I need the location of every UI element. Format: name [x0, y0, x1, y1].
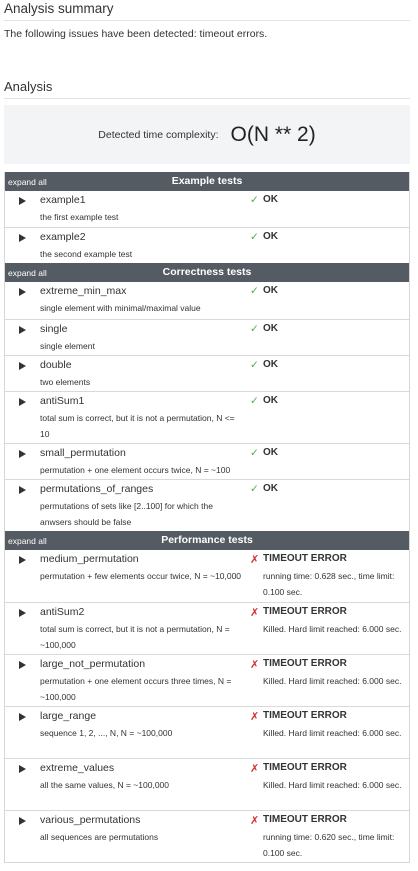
test-description: two elements	[40, 377, 91, 387]
test-name: extreme_min_max	[40, 285, 127, 297]
triangle-right-icon[interactable]	[19, 713, 26, 721]
test-status: TIMEOUT ERROR	[263, 762, 347, 773]
test-detail: Killed. Hard limit reached: 6.000 sec.	[263, 624, 402, 634]
test-detail: Killed. Hard limit reached: 6.000 sec.	[263, 676, 402, 686]
test-row[interactable]	[5, 191, 409, 227]
test-description: sequence 1, 2, ..., N, N = ~100,000	[40, 728, 173, 738]
test-row[interactable]	[5, 282, 409, 319]
test-description: total sum is correct, but it is not a permutation, N = ~100,000	[40, 624, 230, 650]
test-description: all sequences are permutations	[40, 832, 159, 842]
x-icon: ✗	[250, 659, 260, 671]
test-name: large_range	[40, 710, 97, 722]
issues-text: The following issues have been detected: timeout errors.	[4, 28, 268, 40]
triangle-right-icon[interactable]	[19, 288, 26, 296]
group-header	[5, 531, 409, 550]
x-icon: ✗	[250, 711, 260, 723]
test-status: OK	[263, 359, 278, 370]
test-description: permutations of sets like [2..100] for which the anwsers should be false	[40, 501, 213, 527]
test-name: example1	[40, 194, 86, 206]
test-description: single element	[40, 341, 95, 351]
check-icon: ✓	[250, 323, 259, 335]
x-icon: ✗	[250, 554, 260, 566]
complexity-label: Detected time complexity:	[98, 128, 219, 141]
results-table	[4, 172, 410, 863]
check-icon: ✓	[250, 231, 259, 243]
test-status: OK	[263, 447, 278, 458]
test-description: single element with minimal/maximal value	[40, 303, 201, 313]
group-title: Correctness tests	[162, 266, 252, 278]
triangle-right-icon[interactable]	[19, 817, 26, 825]
test-status: TIMEOUT ERROR	[263, 710, 347, 721]
x-icon: ✗	[250, 607, 260, 619]
triangle-right-icon[interactable]	[19, 765, 26, 773]
test-status: OK	[263, 285, 278, 296]
test-row[interactable]	[5, 443, 409, 479]
test-description: permutation + one element occurs three times, N = ~100,000	[40, 676, 232, 702]
summary-title: Analysis summary	[4, 1, 114, 16]
test-row[interactable]	[5, 479, 409, 531]
expand-all-link[interactable]: expand all	[8, 177, 47, 187]
test-status: OK	[263, 231, 278, 242]
test-description: total sum is correct, but it is not a permutation, N <= 10	[40, 413, 235, 439]
check-icon: ✓	[250, 395, 259, 407]
test-status: TIMEOUT ERROR	[263, 553, 347, 564]
test-row[interactable]	[5, 602, 409, 654]
triangle-right-icon[interactable]	[19, 661, 26, 669]
test-name: antiSum2	[40, 606, 85, 618]
test-status: OK	[263, 323, 278, 334]
test-row[interactable]	[5, 654, 409, 706]
expand-all-link[interactable]: expand all	[8, 536, 47, 546]
test-status: OK	[263, 483, 278, 494]
test-row[interactable]	[5, 355, 409, 391]
test-status: TIMEOUT ERROR	[263, 606, 347, 617]
check-icon: ✓	[250, 285, 259, 297]
triangle-right-icon[interactable]	[19, 362, 26, 370]
test-name: permutations_of_ranges	[40, 483, 154, 495]
test-description: all the same values, N = ~100,000	[40, 780, 169, 790]
triangle-right-icon[interactable]	[19, 486, 26, 494]
test-status: TIMEOUT ERROR	[263, 658, 347, 669]
test-name: antiSum1	[40, 395, 85, 407]
test-row[interactable]	[5, 758, 409, 810]
check-icon: ✓	[250, 359, 259, 371]
triangle-right-icon[interactable]	[19, 197, 26, 205]
test-row[interactable]	[5, 227, 409, 263]
expand-all-link[interactable]: expand all	[8, 268, 47, 278]
x-icon: ✗	[250, 815, 260, 827]
test-detail: Killed. Hard limit reached: 6.000 sec.	[263, 728, 402, 738]
test-name: large_not_permutation	[40, 658, 146, 670]
test-detail: Killed. Hard limit reached: 6.000 sec.	[263, 780, 402, 790]
check-icon: ✓	[250, 194, 259, 206]
test-row[interactable]	[5, 550, 409, 602]
test-row[interactable]	[5, 706, 409, 758]
analysis-divider	[4, 98, 410, 99]
check-icon: ✓	[250, 483, 259, 495]
test-status: TIMEOUT ERROR	[263, 814, 347, 825]
test-status: OK	[263, 194, 278, 205]
analysis-title: Analysis	[4, 79, 53, 94]
test-name: extreme_values	[40, 762, 115, 774]
complexity-value: O(N ** 2)	[230, 122, 316, 146]
test-row[interactable]	[5, 319, 409, 355]
triangle-right-icon[interactable]	[19, 450, 26, 458]
test-description: permutation + one element occurs twice, N = ~100	[40, 465, 231, 475]
check-icon: ✓	[250, 447, 259, 459]
group-title: Example tests	[171, 175, 243, 187]
group-header	[5, 172, 409, 191]
test-row[interactable]	[5, 810, 409, 862]
test-name: double	[40, 359, 72, 371]
x-icon: ✗	[250, 763, 260, 775]
complexity-panel	[4, 105, 410, 164]
triangle-right-icon[interactable]	[19, 326, 26, 334]
test-description: the second example test	[40, 249, 133, 259]
triangle-right-icon[interactable]	[19, 556, 26, 564]
test-name: various_permutations	[40, 814, 141, 826]
triangle-right-icon[interactable]	[19, 398, 26, 406]
test-name: medium_permutation	[40, 553, 139, 565]
test-description: permutation + few elements occur twice, N = ~10,000	[40, 571, 242, 581]
test-status: OK	[263, 395, 278, 406]
test-detail: running time: 0.628 sec., time limit: 0.100 sec.	[263, 571, 395, 597]
test-name: small_permutation	[40, 447, 126, 459]
test-description: the first example test	[40, 212, 119, 222]
test-row[interactable]	[5, 391, 409, 443]
triangle-right-icon[interactable]	[19, 234, 26, 242]
summary-divider	[4, 20, 410, 21]
test-detail: running time: 0.620 sec., time limit: 0.100 sec.	[263, 832, 395, 858]
group-title: Performance tests	[161, 534, 253, 546]
test-name: single	[40, 323, 68, 335]
test-name: example2	[40, 231, 86, 243]
group-header	[5, 263, 409, 282]
triangle-right-icon[interactable]	[19, 609, 26, 617]
